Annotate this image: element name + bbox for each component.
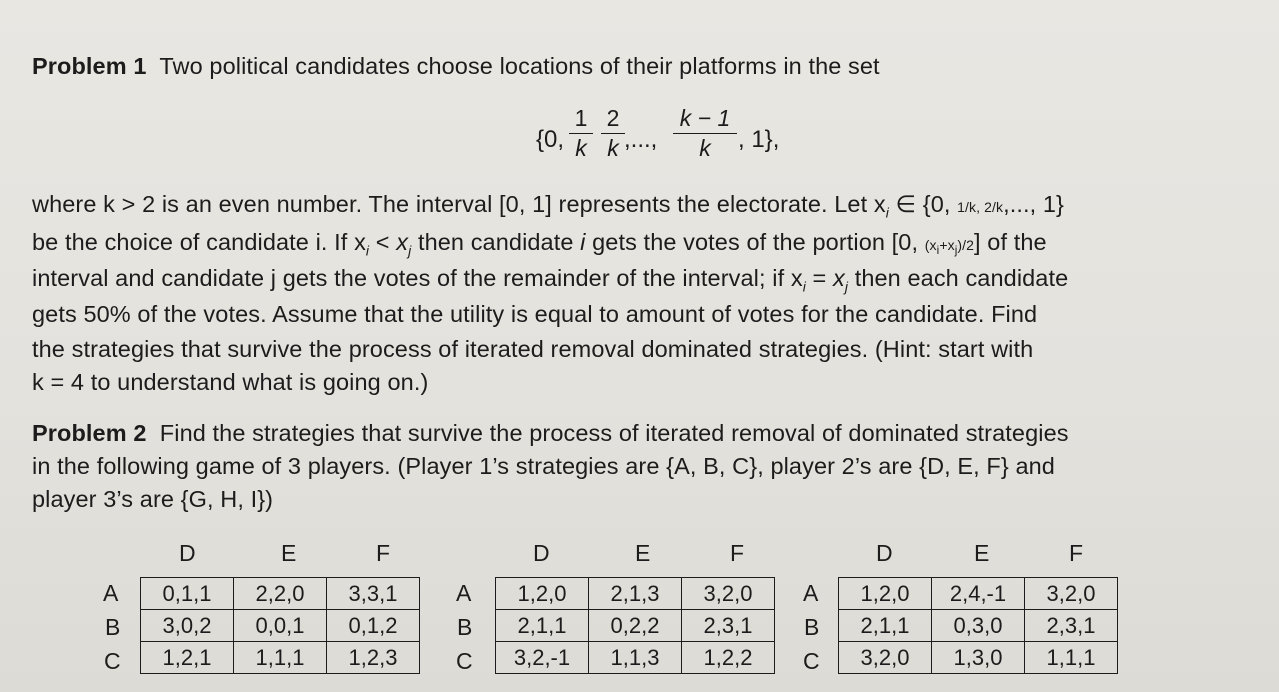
row-label-b: B	[804, 614, 820, 640]
problem1-line-4: interval and candidate j gets the votes of the remainder of the interval; if $x_i = x_j$ then each candidate	[32, 265, 1069, 295]
row-label-c: C	[104, 648, 121, 674]
col-header-d: D	[876, 540, 893, 566]
table-row: 2,1,1 0,2,2 2,3,1	[496, 610, 775, 642]
table-row: 1,2,0 2,4,-1 3,2,0	[839, 578, 1118, 610]
payoff-table	[495, 577, 775, 674]
row-label-b: B	[105, 614, 121, 640]
set-ellipsis: ,...,	[624, 126, 658, 153]
payoff-table	[140, 577, 420, 674]
table-row: 1,2,0 2,1,3 3,2,0	[496, 578, 775, 610]
row-label-a: A	[803, 580, 819, 606]
set-close: , 1},	[738, 126, 780, 153]
col-header-d: D	[179, 540, 196, 566]
row-label-b: B	[457, 614, 473, 640]
col-header-f: F	[730, 540, 745, 566]
row-label-c: C	[803, 648, 820, 674]
table-row: 3,2,0 1,3,0 1,1,1	[839, 642, 1118, 674]
fraction-1-over-k: 1 k	[569, 106, 593, 160]
set-open: {0,	[536, 126, 565, 153]
problem2-line-3: player 3’s are {G, H, I})	[32, 486, 274, 512]
col-header-e: E	[974, 540, 990, 566]
problem1-intro: Two political candidates choose locations of their platforms in the set	[159, 53, 880, 79]
problem2-line-1: Problem 2 Find the strategies that survive the process of iterated removal of dominated strategies	[32, 420, 1069, 446]
problem1-line-7: k = 4 to understand what is going on.)	[32, 369, 429, 395]
table-row: 3,0,2 0,0,1 0,1,2	[141, 610, 420, 642]
table-row: 0,1,1 2,2,0 3,3,1	[141, 578, 420, 610]
fraction-2-over-k: 2 k	[601, 106, 625, 160]
col-header-e: E	[635, 540, 651, 566]
problem2-line-2: in the following game of 3 players. (Player 1’s strategies are {A, B, C}, player 2’s are {D, E, F} and	[32, 453, 1055, 479]
fraction-k-minus-1-over-k: k − 1 k	[673, 106, 737, 160]
problem1-line-2: where k > 2 is an even number. The interval [0, 1] represents the electorate. Let $x_i$ ∈ {0, 1/k, 2/k,..., 1}	[32, 191, 1064, 221]
table-row: 2,1,1 0,3,0 2,3,1	[839, 610, 1118, 642]
problem1-line-3: be the choice of candidate i. If $x_i < x_j$ then candidate i gets the votes of the portion [0, $(x_i+x_j)/2$] of the	[32, 229, 1047, 259]
col-header-e: E	[281, 540, 297, 566]
row-label-c: C	[456, 648, 473, 674]
table-row: 1,2,1 1,1,1 1,2,3	[141, 642, 420, 674]
problem2-heading: Problem 2	[32, 420, 147, 446]
problem1-line-6: the strategies that survive the process of iterated removal dominated strategies. (Hint: start with	[32, 336, 1034, 362]
row-label-a: A	[103, 580, 119, 606]
problem1-line-1	[32, 53, 880, 80]
col-header-d: D	[533, 540, 550, 566]
col-header-f: F	[1069, 540, 1084, 566]
row-label-a: A	[456, 580, 472, 606]
table-row: 3,2,-1 1,1,3 1,2,2	[496, 642, 775, 674]
col-header-f: F	[376, 540, 391, 566]
problem1-line-5: gets 50% of the votes. Assume that the utility is equal to amount of votes for the candidate. Find	[32, 301, 1038, 327]
problem1-heading: Problem 1	[32, 53, 147, 79]
payoff-table	[838, 577, 1118, 674]
